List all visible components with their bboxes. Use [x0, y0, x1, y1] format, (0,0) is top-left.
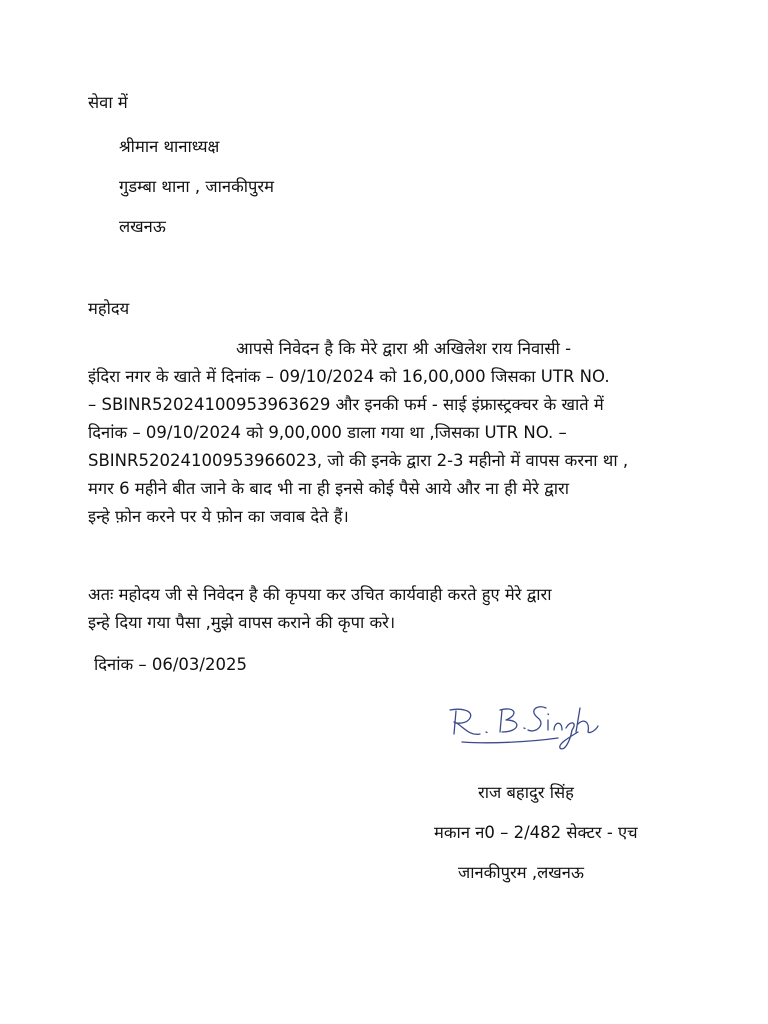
- sender-house-address: मकान न0 – 2/482 सेक्टर - एच: [434, 823, 638, 842]
- paragraph-line: इन्हे दिया गया पैसा ,मुझे वापस कराने की कृपा करे।: [88, 613, 396, 632]
- paragraph-line: अतः महोदय जी से निवेदन है की कृपया कर उचित कार्यवाही करते हुए मेरे द्वारा: [88, 585, 552, 604]
- recipient-police-station: गुडम्बा थाना , जानकीपुरम: [119, 177, 275, 196]
- paragraph-line: इन्हे फ़ोन करने पर ये फ़ोन का जवाब देते हैं।: [88, 507, 349, 526]
- paragraph-line: इंदिरा नगर के खाते में दिनांक – 09/10/2024 को 16,00,000 जिसका UTR NO.: [88, 367, 610, 386]
- paragraph-line: SBINR52024100953966023, जो की इनके द्वारा 2-3 महीनो में वापस करना था ,: [88, 451, 629, 470]
- handwritten-signature: [440, 698, 602, 760]
- sender-city: जानकीपुरम ,लखनऊ: [458, 863, 584, 882]
- paragraph-line: दिनांक – 09/10/2024 को 9,00,000 डाला गया था ,जिसका UTR NO. –: [88, 423, 567, 442]
- recipient-city: लखनऊ: [119, 217, 166, 236]
- recipient-title: श्रीमान थानाध्यक्ष: [119, 137, 220, 156]
- address-word: महोदय: [88, 299, 130, 318]
- salutation: सेवा में: [88, 93, 128, 112]
- sender-name: राज बहादुर सिंह: [478, 783, 574, 802]
- date-line: दिनांक – 06/03/2025: [94, 655, 247, 674]
- paragraph-line: आपसे निवेदन है कि मेरे द्वारा श्री अखिलेश राय निवासी -: [236, 339, 572, 358]
- paragraph-line: – SBINR52024100953963629 और इनकी फर्म - साई इंफ्रास्ट्रक्चर के खाते में: [88, 395, 604, 414]
- paragraph-line: मगर 6 महीने बीत जाने के बाद भी ना ही इनसे कोई पैसे आये और ना ही मेरे द्वारा: [88, 479, 570, 498]
